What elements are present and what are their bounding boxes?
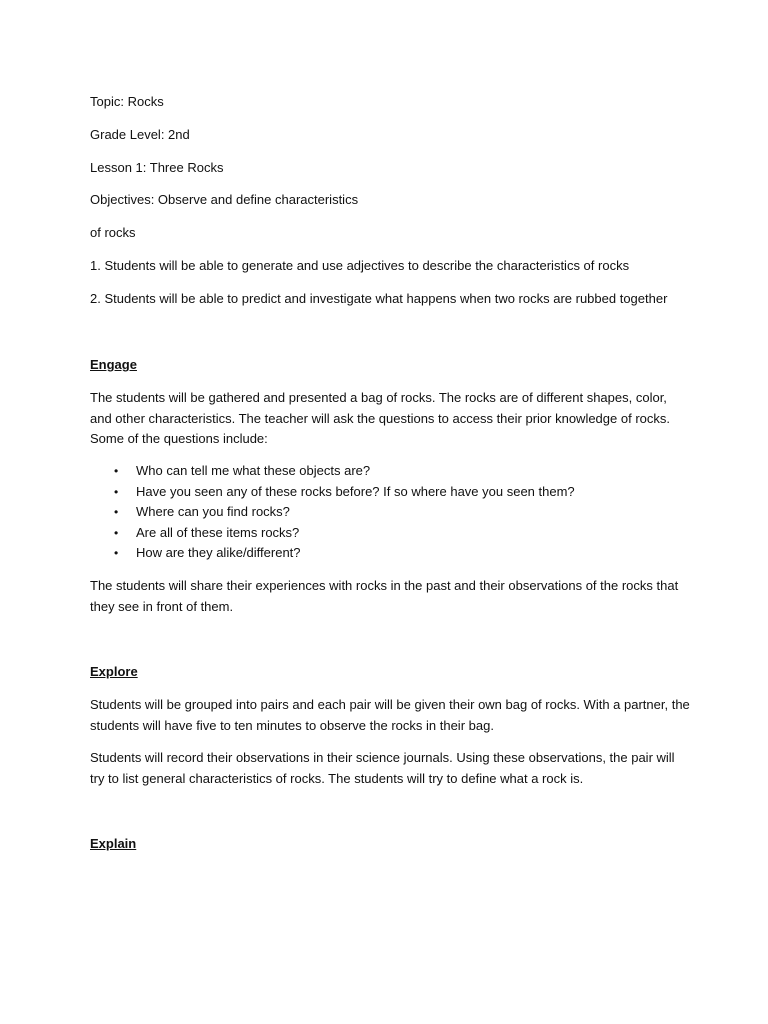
engage-closing-paragraph: The students will share their experiences with rocks in the past and their observations of the rocks that they see in front of them. bbox=[90, 578, 679, 614]
bullet-icon: • bbox=[114, 464, 119, 478]
engage-intro-paragraph: The students will be gathered and presented a bag of rocks. The rocks are of different shapes, color, and other characteristics. The teacher will ask the questions to access their prior knowledge of rocks. Some of the questions include: bbox=[90, 390, 670, 446]
bullet-icon: • bbox=[114, 525, 119, 540]
explore-heading: Explore bbox=[90, 664, 138, 679]
objective-1: 1. Students will be able to generate and use adjectives to describe the characteristics of rocks bbox=[90, 258, 630, 273]
engage-questions-list bbox=[90, 461, 575, 564]
objectives-line: Objectives: Observe and define characteristics bbox=[90, 192, 359, 207]
explore-paragraph-2: Students will record their observations in their science journals. Using these observations, the pair will try to list general characteristics of rocks. The students will try to define what a rock is. bbox=[90, 750, 675, 786]
list-item bbox=[90, 523, 575, 544]
question-text: Who can tell me what these objects are? bbox=[136, 463, 371, 478]
question-text: How are they alike/different? bbox=[136, 545, 301, 560]
bullet-icon: • bbox=[114, 505, 119, 519]
question-text: Where can you find rocks? bbox=[136, 504, 290, 519]
objective-2: 2. Students will be able to predict and investigate what happens when two rocks are rubbed together bbox=[90, 291, 668, 306]
bullet-icon: • bbox=[114, 546, 119, 560]
explain-heading: Explain bbox=[90, 836, 137, 851]
topic-line: Topic: Rocks bbox=[90, 94, 164, 109]
objectives-continuation-line: of rocks bbox=[90, 225, 136, 240]
question-text: Have you seen any of these rocks before? If so where have you seen them? bbox=[136, 483, 575, 499]
question-text: Are all of these items rocks? bbox=[136, 524, 300, 540]
list-item bbox=[90, 502, 575, 523]
lesson-title-line: Lesson 1: Three Rocks bbox=[90, 160, 224, 175]
explore-paragraph-1: Students will be grouped into pairs and each pair will be given their own bag of rocks. With a partner, the students will have five to ten minutes to observe the rocks in their bag. bbox=[90, 697, 690, 733]
engage-heading: Engage bbox=[90, 357, 137, 372]
list-item bbox=[90, 543, 575, 564]
grade-level-line: Grade Level: 2nd bbox=[90, 127, 190, 142]
bullet-icon: • bbox=[114, 484, 119, 499]
list-item bbox=[90, 482, 575, 503]
list-item bbox=[90, 461, 575, 482]
